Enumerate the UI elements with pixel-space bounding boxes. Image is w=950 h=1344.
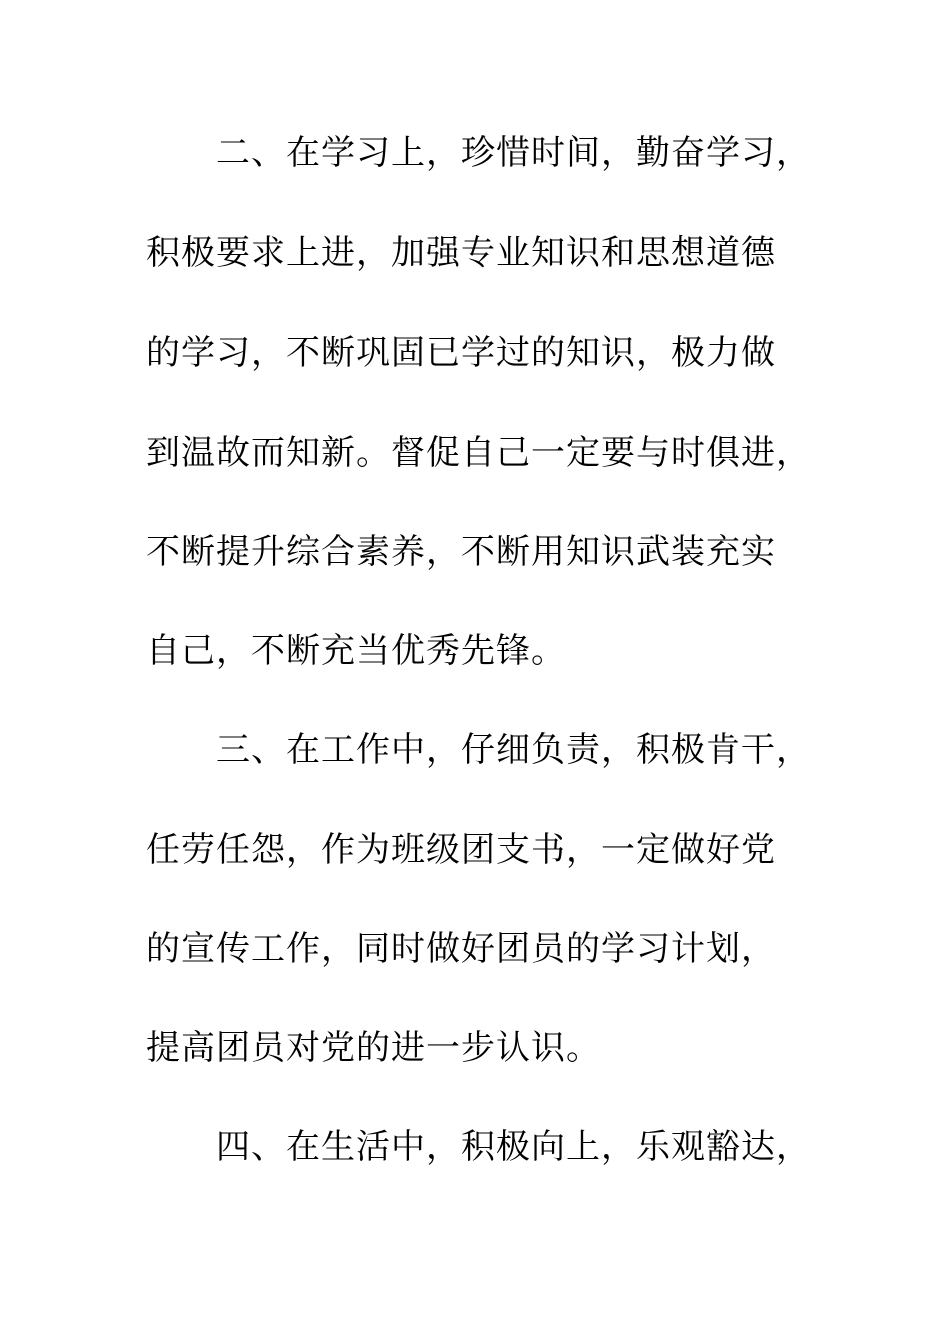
paragraph-2-line-4: 到温故而知新。督促自己一定要与时俱进， xyxy=(146,433,811,473)
paragraph-2-line-1: 二、在学习上，珍惜时间，勤奋学习， xyxy=(216,133,811,173)
paragraph-3-line-1: 三、在工作中，仔细负责，积极肯干， xyxy=(216,730,811,770)
paragraph-2-line-6: 自己，不断充当优秀先锋。 xyxy=(146,631,566,671)
paragraph-2-line-2: 积极要求上进，加强专业知识和思想道德 xyxy=(146,233,776,273)
paragraph-3-line-3: 的宣传工作，同时做好团员的学习计划， xyxy=(146,929,776,969)
paragraph-4-line-1: 四、在生活中，积极向上，乐观豁达， xyxy=(216,1127,811,1167)
paragraph-3-line-2: 任劳任怨，作为班级团支书，一定做好党 xyxy=(146,830,776,870)
paragraph-3-line-4: 提高团员对党的进一步认识。 xyxy=(146,1028,601,1068)
paragraph-2-line-5: 不断提升综合素养，不断用知识武装充实 xyxy=(146,532,776,572)
paragraph-2-line-3: 的学习，不断巩固已学过的知识，极力做 xyxy=(146,333,776,373)
